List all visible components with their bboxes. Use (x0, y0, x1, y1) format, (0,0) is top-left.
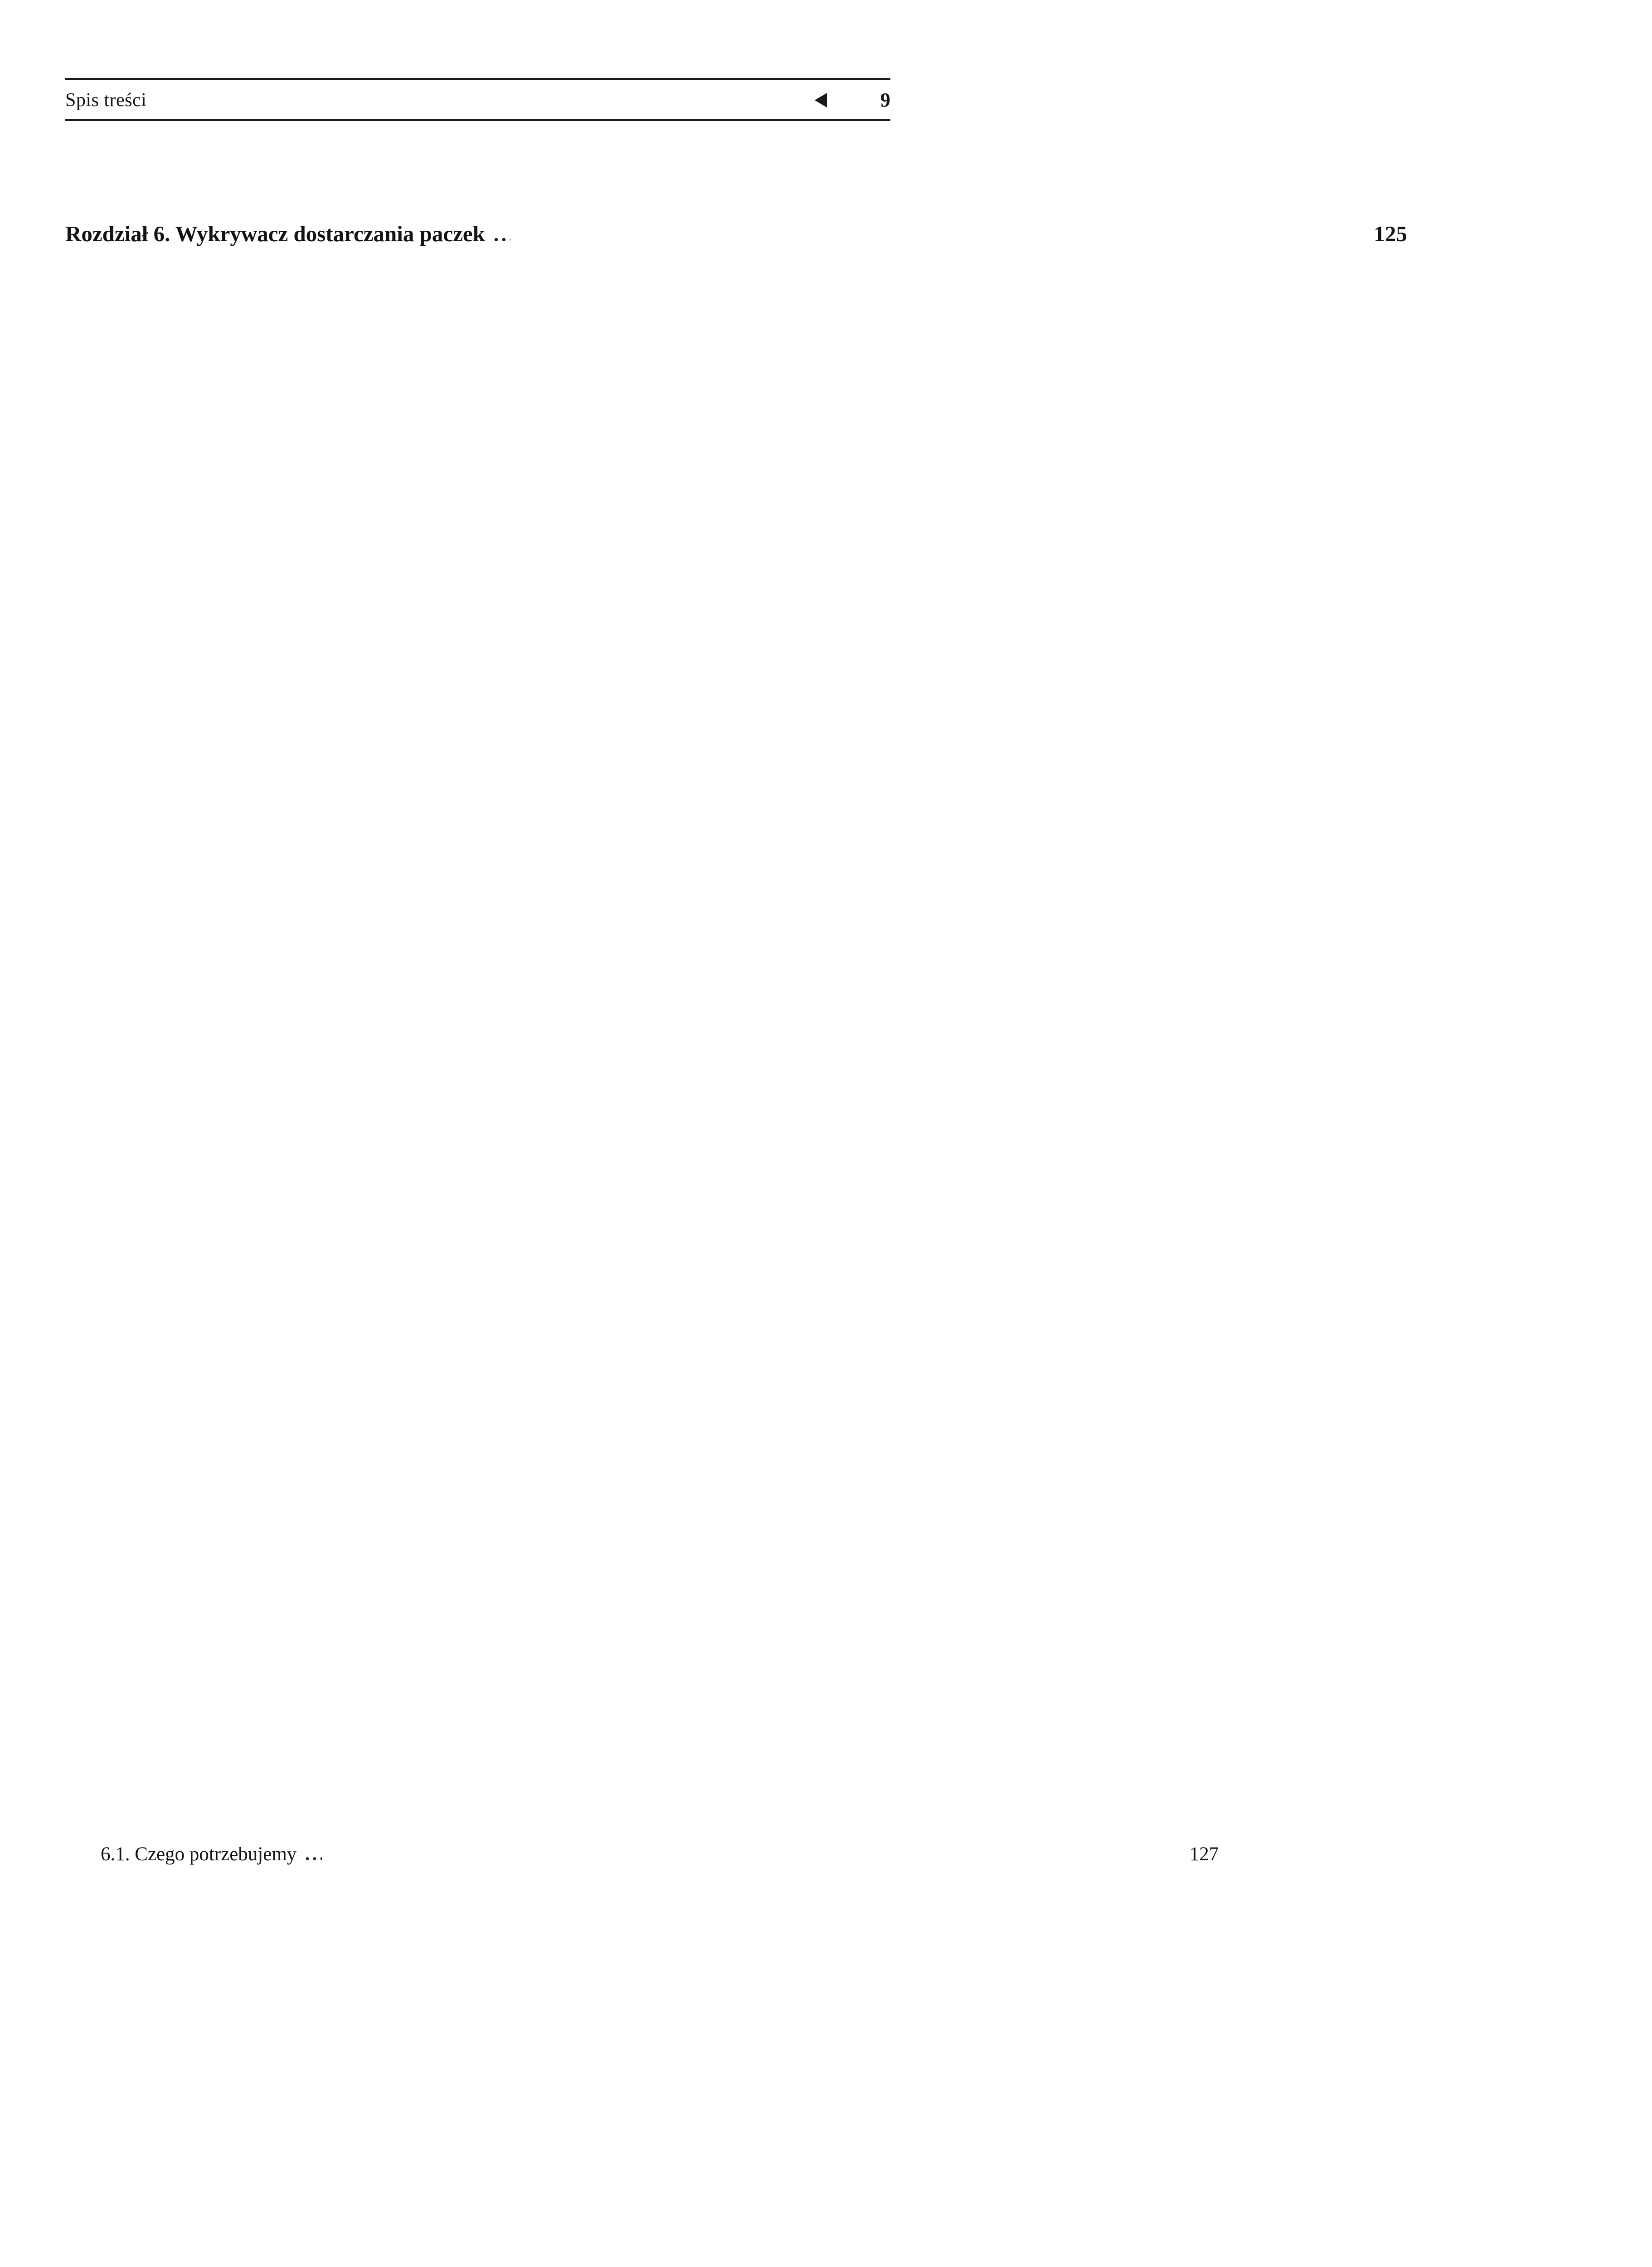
left-triangle-icon (815, 93, 827, 107)
entry-page-number: 125 (517, 133, 1511, 1757)
entry-page-number: 127 (328, 1757, 1322, 2267)
toc-entry (65, 1757, 1219, 2267)
toc-section (65, 133, 1407, 2267)
page-number: 9 (880, 89, 890, 111)
toc-chapter-heading (65, 133, 1407, 1757)
dot-leader (492, 238, 510, 241)
dot-leader (304, 1857, 322, 1860)
page-title: Spis treści (65, 90, 147, 111)
entry-label: Rozdział 6. Wykrywacz dostarczania paczek (65, 221, 485, 246)
entry-label: 6.1. Czego potrzebujemy (101, 1844, 297, 1865)
running-head (65, 78, 890, 121)
toc (65, 133, 1407, 2267)
